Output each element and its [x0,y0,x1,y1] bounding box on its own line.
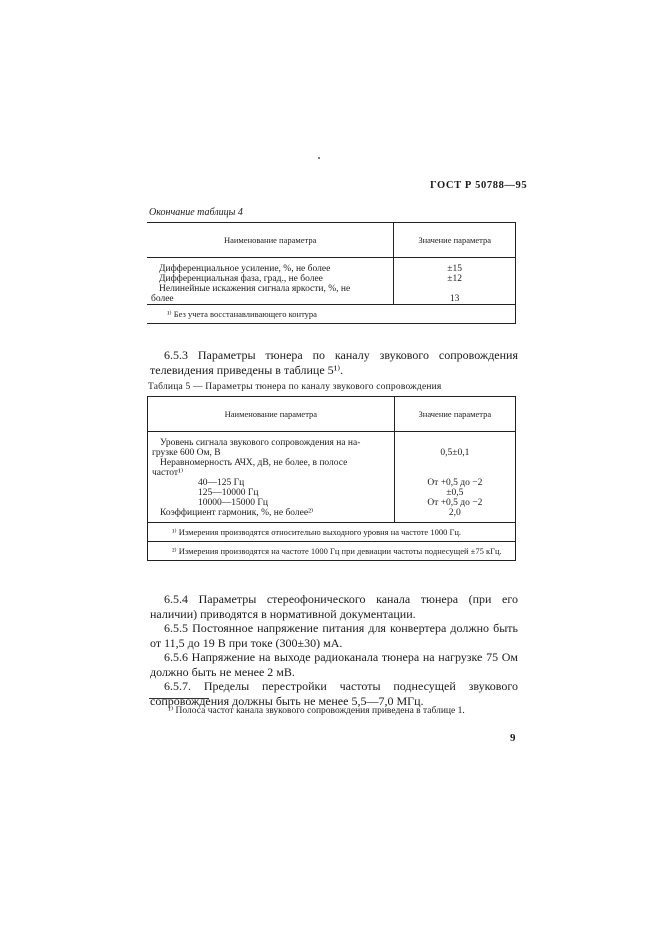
table5 [147,396,516,561]
footnote: ¹⁾ Полоса частот канала звукового сопровождения приведена в таблице 1. [168,706,465,716]
table5-note-2: ²⁾ Измерения производятся на частоте 1000 Гц при девиации частоты поднесущей ±75 кГц. [148,542,516,561]
scan-speck [318,157,320,159]
table5-caption: Таблица 5 — Параметры тюнера по каналу звукового сопровождения [148,382,442,392]
table4-col-name: Наименование параметра [147,223,394,258]
paragraph-6-5-3: 6.5.3 Параметры тюнера по каналу звукового сопровождения телевидения приведены в таблице 5¹⁾. [150,348,518,377]
table5-row-name: грузке 600 Ом, В [152,448,221,458]
table5-row-name: Неравномерность АЧХ, дВ, не более, в полосе [160,458,348,468]
table5-row-name: 125—10000 Гц [198,488,259,498]
table5-row-value: 2,0 [448,508,461,518]
table4-note: ¹⁾ Без учета восстанавливающего контура [147,305,516,324]
paragraph-6-5-7: 6.5.7. Пределы перестройки частоты поднесущей звукового сопровождения должны быть не менее 5,5—7,0 МГц. [150,679,518,708]
table5-col-value: Значение параметра [394,397,515,432]
table4-row-name: Дифференциальная фаза, град., не более [159,274,323,284]
table5-row-value [395,468,515,478]
paragraph-6-5-5: 6.5.5 Постоянное напряжение питания для конвертера должно быть от 11,5 до 19 В при токе (300±30) мА. [150,621,518,650]
table5-row-value: ±0,5 [446,488,464,498]
table4-row-value: ±12 [447,274,463,284]
table5-col-name: Наименование параметра [148,397,395,432]
table5-row-value [395,458,515,468]
table4-row-value: ±15 [447,264,463,274]
table4-row-name: Нелинейные искажения сигнала яркости, %, не [159,284,351,294]
table5-row-name: Коэффициент гармоник, %, не более²⁾ [160,508,314,518]
table5-row-value: 0,5±0,1 [440,448,470,458]
table4-row-value: 13 [449,294,460,304]
table4-row-name: более [151,294,174,304]
table5-values [394,432,515,523]
table4-names [147,258,394,305]
footnote-rule [149,698,209,699]
table5-names [148,432,395,523]
table4 [147,222,516,324]
table5-row-name: частот¹⁾ [152,468,184,478]
table4-values [394,258,516,305]
table4-caption: Окончание таблицы 4 [149,207,243,218]
table4-row-name: Дифференциальное усиление, %, не более [159,264,331,274]
table5-row-value: От +0,5 до −2 [427,478,483,488]
table5-row-value: От +0,5 до −2 [427,498,483,508]
table5-row-name: 40—125 Гц [198,478,245,488]
table4-row-value [394,284,515,294]
standard-id: ГОСТ Р 50788—95 [430,180,528,191]
page-number: 9 [510,732,516,744]
paragraph-6-5-4: 6.5.4 Параметры стереофонического канала тюнера (при его наличии) приводятся в нормативной документации. [150,592,518,621]
table5-row-name: Уровень сигнала звукового сопровождения на на- [160,438,361,448]
table4-col-value: Значение параметра [394,223,516,258]
paragraph-6-5-6: 6.5.6 Напряжение на выходе радиоканала тюнера на нагрузке 75 Ом должно быть не менее 2 мВ. [150,650,518,679]
table5-note-1: ¹⁾ Измерения производятся относительно выходного уровня на частоте 1000 Гц. [148,523,516,542]
table5-row-value [395,438,515,448]
table5-row-name: 10000—15000 Гц [198,498,268,508]
